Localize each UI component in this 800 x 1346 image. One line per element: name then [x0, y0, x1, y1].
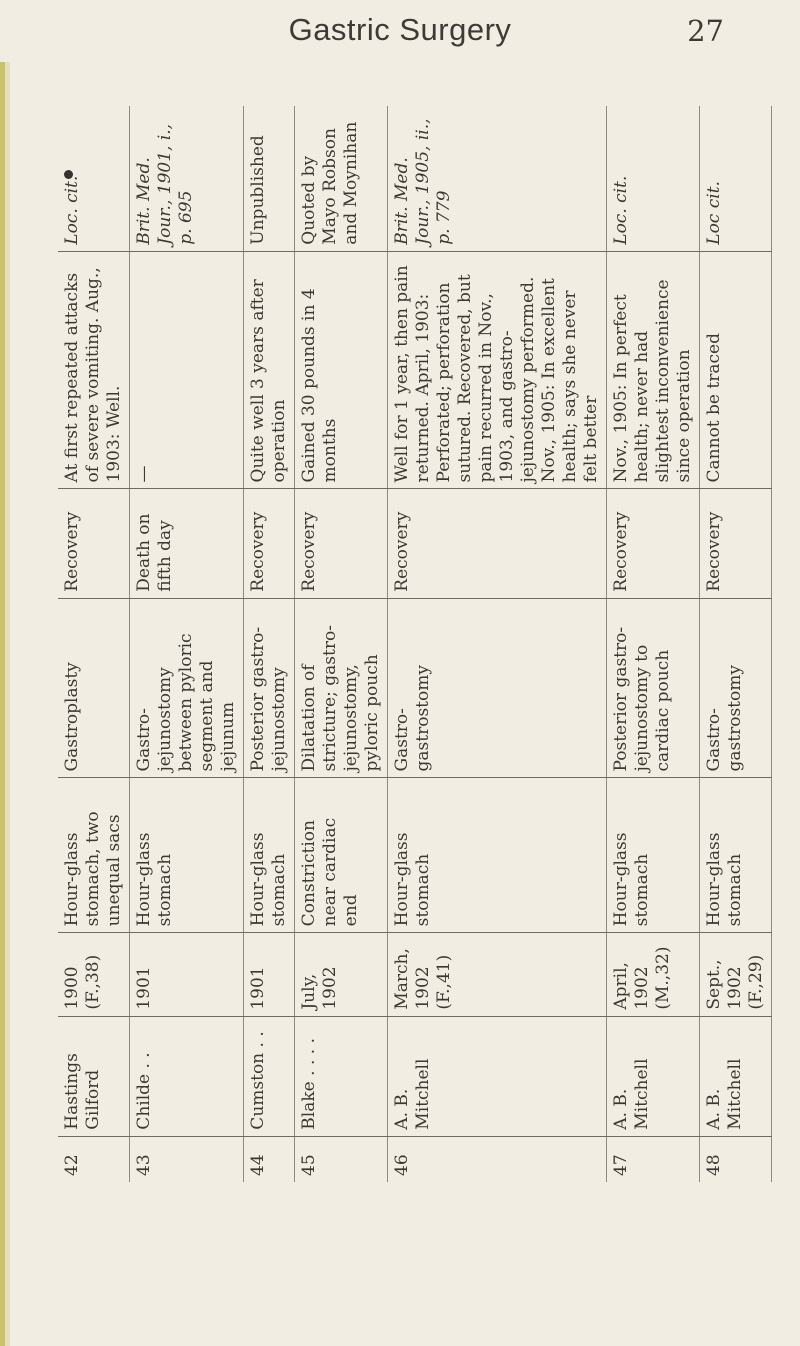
date-cell: 1901 — [130, 933, 244, 1016]
date-cell: 1901 — [244, 933, 295, 1016]
reference-cell: Loc. cit. — [607, 106, 700, 251]
operator-cell: Cumston . . — [244, 1016, 295, 1136]
result-cell: Recovery — [607, 489, 700, 598]
operator-cell: A. B. Mitchell — [388, 1016, 607, 1136]
later-history-cell: Well for 1 year, then pain returned. April, 1903: Perforated; perforation sutured. Recovered, but pain recurred in Nov., 1903, and gastro-jejunostomy performed. Nov., 1905: In excellent health; says she never felt better — [388, 251, 607, 489]
table-row — [58, 106, 130, 1182]
reference-cell: Quoted by Mayo Robson and Moynihan — [295, 106, 388, 251]
case-table-rotated — [58, 106, 766, 1182]
result-cell: Recovery — [388, 489, 607, 598]
case-number: 46 — [388, 1136, 607, 1182]
later-history-cell: At first repeated attacks of severe vomiting. Aug., 1903: Well. — [58, 251, 130, 489]
running-title: Gastric Surgery — [288, 12, 512, 47]
operation-cell: Gastro-jejunostomy between pyloric segment and jejunum — [130, 598, 244, 778]
operation-cell: Gastroplasty — [58, 598, 130, 778]
case-number: 48 — [700, 1136, 772, 1182]
table-row — [388, 106, 607, 1182]
later-history-cell: Nov., 1905: In perfect health; never had slightest inconvenience since operation — [607, 251, 700, 489]
table-row — [295, 106, 388, 1182]
reference-cell: Brit. Med. Jour., 1905, ii., p. 779 — [388, 106, 607, 251]
case-number: 45 — [295, 1136, 388, 1182]
reference-cell: Brit. Med. Jour., 1901, i., p. 695 — [130, 106, 244, 251]
case-table — [58, 106, 772, 1182]
case-number: 43 — [130, 1136, 244, 1182]
result-cell: Recovery — [58, 489, 130, 598]
page-header — [0, 0, 800, 62]
date-cell: July, 1902 — [295, 933, 388, 1016]
page-number: 27 — [687, 14, 724, 48]
operation-cell: Posterior gastro-jejunostomy — [244, 598, 295, 778]
operation-cell: Gastro-gastrostomy — [388, 598, 607, 778]
date-cell: March, 1902 (F.,41) — [388, 933, 607, 1016]
operation-cell: Dilatation of stricture; gastro-jejunostomy, pyloric pouch — [295, 598, 388, 778]
later-history-cell: Gained 30 pounds in 4 months — [295, 251, 388, 489]
reference-cell: Unpublished — [244, 106, 295, 251]
result-cell: Recovery — [244, 489, 295, 598]
operation-cell: Gastro-gastrostomy — [700, 598, 772, 778]
reference-cell: Loc cit. — [700, 106, 772, 251]
operator-cell: Hastings Gilford — [58, 1016, 130, 1136]
condition-cell: Hour-glass stomach — [388, 778, 607, 933]
condition-cell: Hour-glass stomach — [700, 778, 772, 933]
condition-cell: Constriction near cardiac end — [295, 778, 388, 933]
table-row — [130, 106, 244, 1182]
date-cell: 1900 (F.,38) — [58, 933, 130, 1016]
reference-cell: Loc. cit. — [58, 106, 130, 251]
condition-cell: Hour-glass stomach, two unequal sacs — [58, 778, 130, 933]
later-history-cell: Quite well 3 years after operation — [244, 251, 295, 489]
case-number: 42 — [58, 1136, 130, 1182]
case-number: 47 — [607, 1136, 700, 1182]
operator-cell: Childe . . — [130, 1016, 244, 1136]
operator-cell: A. B. Mitchell — [700, 1016, 772, 1136]
page-edge — [0, 62, 10, 1346]
later-history-cell: — — [130, 251, 244, 489]
table-row — [244, 106, 295, 1182]
result-cell: Recovery — [295, 489, 388, 598]
operator-cell: Blake . . . . — [295, 1016, 388, 1136]
result-cell: Recovery — [700, 489, 772, 598]
condition-cell: Hour-glass stomach — [607, 778, 700, 933]
condition-cell: Hour-glass stomach — [130, 778, 244, 933]
condition-cell: Hour-glass stomach — [244, 778, 295, 933]
operator-cell: A. B. Mitchell — [607, 1016, 700, 1136]
result-cell: Death on fifth day — [130, 489, 244, 598]
date-cell: April, 1902 (M.,32) — [607, 933, 700, 1016]
table-row — [700, 106, 772, 1182]
later-history-cell: Cannot be traced — [700, 251, 772, 489]
case-number: 44 — [244, 1136, 295, 1182]
operation-cell: Posterior gastro-jejunostomy to cardiac pouch — [607, 598, 700, 778]
date-cell: Sept., 1902 (F.,29) — [700, 933, 772, 1016]
table-row — [607, 106, 700, 1182]
